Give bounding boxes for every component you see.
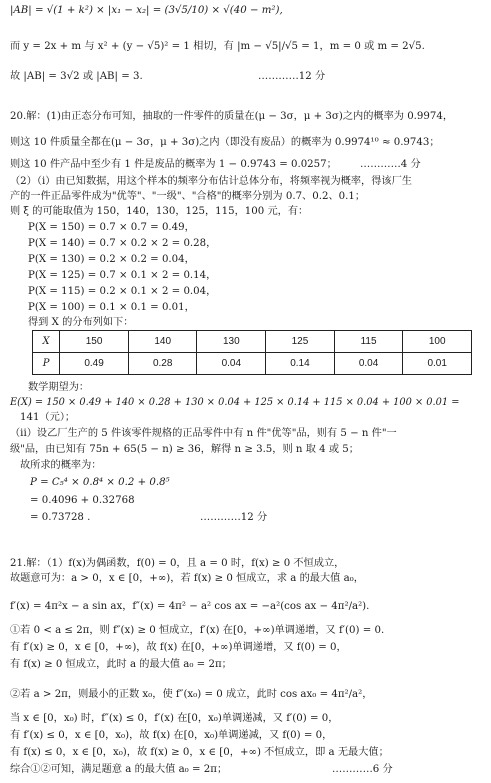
q20-line-4: （2）（i）由已知数据，用这个样本的频率分布估计总体分布，将频率视为概率，得该厂生 [10, 176, 412, 187]
table-cell: 0.14 [266, 353, 335, 375]
prob-line: P(X = 140) = 0.7 × 0.2 × 2 = 0.28， [28, 238, 217, 249]
q21-case2-line-4: 有 f(x) ≤ 0，x ∈ [0，x₀)，故 f(x) ≥ 0，x ∈ [0，+∞) 不恒成立，即 a 无最大值； [10, 747, 389, 758]
q20-line-3: 则这 10 件产品中至少有 1 件是废品的概率为 1 − 0.9743 = 0.0257； [10, 159, 337, 170]
table-cell: 0.04 [334, 353, 403, 375]
prob-line: P(X = 100) = 0.1 × 0.1 = 0.01， [28, 302, 195, 313]
prob-line: P(X = 125) = 0.7 × 0.1 × 2 = 0.14， [28, 270, 217, 281]
table-cell: 0.04 [197, 353, 266, 375]
table-cell: 0.01 [403, 353, 472, 375]
q21-case1-line-1: ①若 0 < a ≤ 2π，则 f″(x) ≥ 0 恒成立，f′(x) 在[0，+∞)单调递增，又 f′(0) = 0. [10, 625, 385, 636]
q19-ab-length-line: |AB| = √(1 + k²) × |x₁ − x₂| = (3√5/10) × √(40 − m²), [10, 5, 283, 16]
table-cell: 0.49 [60, 353, 129, 375]
table-cell: P [33, 353, 60, 375]
q20-line-2: 则这 10 件质量全都在(μ − 3σ，μ + 3σ)之内（即没有废品）的概率为 0.9974¹⁰ ≈ 0.9743； [10, 137, 440, 148]
probability-sum: = 0.4096 + 0.32768 [30, 495, 135, 506]
q20-ii-line-2: 级"品，由已知有 75n + 65(5 − n) ≥ 36，解得 n ≥ 3.5，则 n 取 4 或 5； [10, 444, 359, 455]
table-row [33, 331, 472, 353]
table-intro: 得到 X 的分布列如下： [28, 317, 134, 328]
prob-line: P(X = 130) = 0.2 × 0.2 = 0.04， [28, 254, 195, 265]
table-cell: 140 [128, 331, 197, 353]
probability-formula: P = C₅⁴ × 0.8⁴ × 0.2 + 0.8⁵ [30, 477, 170, 488]
table-cell: 150 [60, 331, 129, 353]
q20-part1-score: …………4 分 [360, 159, 421, 170]
table-row [33, 353, 472, 375]
q20-line-1: 20.解：(1)由正态分布可知，抽取的一件零件的质量在(μ − 3σ，μ + 3σ)之内的概率为 0.9974， [10, 111, 454, 122]
table-cell: 115 [334, 331, 403, 353]
q21-case1-line-2: 有 f′(x) ≥ 0，x ∈ [0，+∞)，故 f(x) 在[0，+∞)单调递增，又 f(0) = 0， [10, 642, 347, 653]
q21-case1-line-3: 有 f(x) ≥ 0 恒成立，此时 a 的最大值 a₀ = 2π； [10, 659, 232, 670]
q21-case2-line-3: 有 f′(x) ≤ 0，x ∈ [0，x₀)，故 f(x) 在[0，x₀)单调递减，又 f(0) = 0， [10, 730, 333, 741]
q20-score: …………12 分 [200, 512, 268, 523]
expectation-line: E(X) = 150 × 0.49 + 140 × 0.28 + 130 × 0.04 + 125 × 0.14 + 115 × 0.04 + 100 × 0.01 = [10, 397, 460, 408]
q20-ii-line-1: （ii）设乙厂生产的 5 件该零件规格的正品零件中有 n 件"优等"品，则有 5 − n 件"一 [10, 428, 397, 439]
table-cell: 125 [266, 331, 335, 353]
q19-score: …………12 分 [258, 71, 326, 82]
q21-conclusion-line: 综合①②可知，满足题意 a 的最大值 a₀ = 2π； [10, 764, 228, 775]
q21-line-1: 21.解：（1）f(x)为偶函数，f(0) = 0，且 a = 0 时，f(x) ≥ 0 不恒成立， [10, 558, 345, 569]
distribution-table [32, 330, 472, 375]
expectation-intro: 数学期望为： [28, 382, 90, 393]
q19-tangent-condition-line: 而 y = 2x + m 与 x² + (y − √5)² = 1 相切，有 |m − √5|/√5 = 1，m = 0 或 m = 2√5. [10, 41, 425, 52]
table-cell: 130 [197, 331, 266, 353]
q21-case2-line-2: 当 x ∈ [0，x₀) 时，f″(x) ≤ 0，f′(x) 在[0，x₀)单调递减，又 f′(0) = 0， [10, 713, 339, 724]
q21-line-2: 故题意可为：a > 0，x ∈ [0，+∞)，若 f(x) ≥ 0 恒成立，求 a 的最大值 a₀， [10, 573, 364, 584]
q19-conclusion-line: 故 |AB| = 3√2 或 |AB| = 3. [10, 71, 143, 82]
prob-line: P(X = 115) = 0.2 × 0.1 × 2 = 0.04， [28, 286, 217, 297]
q21-score: …………6 分 [332, 764, 393, 775]
table-cell: X [33, 331, 60, 353]
q20-line-6: 则 ξ 的可能取值为 150，140，130，125，115，100 元，有： [10, 206, 309, 217]
table-cell: 0.28 [128, 353, 197, 375]
probability-result: = 0.73728 . [30, 512, 91, 523]
q20-ii-line-3: 故所求的概率为： [20, 460, 102, 471]
q21-case2-line-1: ②若 a > 2π，则最小的正数 x₀，使 f″(x₀) = 0 成立，此时 cos ax₀ = 4π²/a²， [10, 689, 373, 700]
prob-line: P(X = 150) = 0.7 × 0.7 = 0.49， [28, 222, 195, 233]
expectation-result: 141（元）； [20, 412, 76, 423]
table-cell: 100 [403, 331, 472, 353]
q21-line-3: f′(x) = 4π²x − a sin ax，f″(x) = 4π² − a² cos ax = −a²(cos ax − 4π²/a²). [10, 601, 370, 612]
q20-line-5: 产的一件正品零件成为"优等"、"一级"、"合格"的概率分别为 0.7、0.2、0.1； [10, 191, 366, 202]
